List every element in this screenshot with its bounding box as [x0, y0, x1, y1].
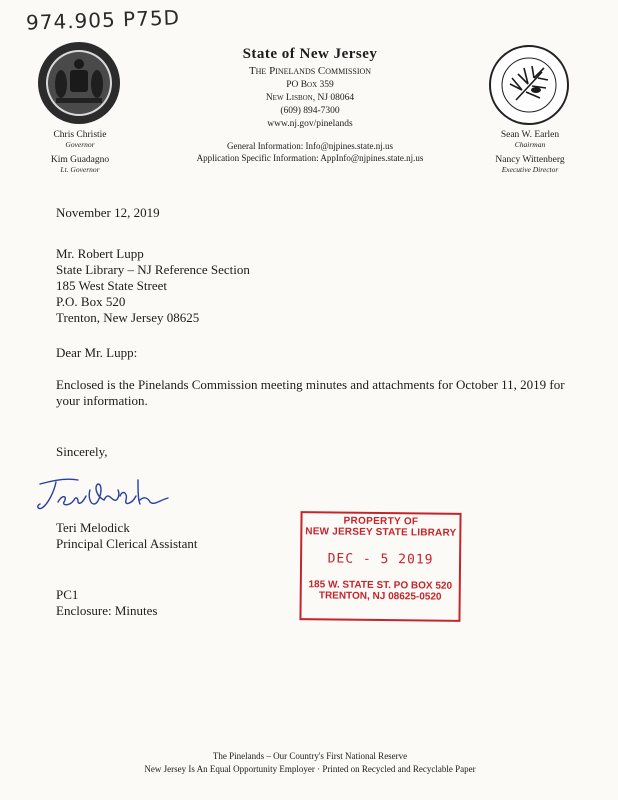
letter-footer — [100, 750, 520, 776]
governor-name: Chris Christie — [53, 130, 107, 140]
stamp-line1: PROPERTY OF — [343, 515, 419, 528]
phone: (609) 894-7300 — [280, 106, 340, 116]
stamp-address1: 185 W. STATE ST. PO BOX 520 — [308, 579, 453, 592]
stamp-address2: TRENTON, NJ 08625-0520 — [318, 590, 442, 603]
lt-governor-title: Lt. Governor — [60, 165, 100, 174]
footer-line1: The Pinelands – Our Country's First National Reserve — [212, 751, 408, 761]
enclosure-line: Enclosure: Minutes — [56, 603, 158, 618]
website-link[interactable]: www.nj.gov/pinelands — [267, 119, 353, 129]
recipient-address — [56, 246, 250, 326]
stamp-line2: NEW JERSEY STATE LIBRARY — [305, 526, 457, 539]
right-officials — [480, 130, 580, 174]
pinelands-seal-text — [488, 44, 570, 126]
salutation: Dear Mr. Lupp: — [56, 345, 138, 360]
state-name: State of New Jersey — [242, 46, 378, 62]
signature-text — [34, 470, 174, 520]
recipient-line: Mr. Robert Lupp — [56, 246, 144, 261]
recipient-line: State Library – NJ Reference Section — [56, 262, 250, 277]
po-box: PO Box 359 — [286, 80, 334, 90]
letter-body: Enclosed is the Pinelands Commission meeting minutes and attachments for October 11, 2019 for your information. — [56, 377, 565, 408]
signer-title: Principal Clerical Assistant — [56, 536, 198, 551]
left-officials — [30, 130, 130, 174]
footer-line2: New Jersey Is An Equal Opportunity Employer · Printed on Recycled and Recyclable Paper — [144, 764, 476, 774]
reference-initials: PC1 — [56, 587, 79, 602]
recipient-line: P.O. Box 520 — [56, 294, 126, 309]
general-info: General Information: Info@njpines.state.nj.us — [227, 141, 393, 151]
letter-date: November 12, 2019 — [56, 205, 160, 220]
recipient-line: Trenton, New Jersey 08625 — [56, 310, 200, 325]
signer-block — [56, 520, 198, 552]
signer-name: Teri Melodick — [56, 520, 130, 535]
handwritten-call-number: 974.905 P75D — [25, 5, 181, 35]
governor-title: Governor — [65, 140, 95, 149]
letterhead-center — [200, 46, 420, 129]
executive-director-title: Executive Director — [501, 165, 559, 174]
contact-info — [170, 140, 450, 164]
application-info: Application Specific Information: AppInfo@njpines.state.nj.us — [196, 153, 424, 163]
lt-governor-name: Kim Guadagno — [50, 155, 110, 165]
nj-state-seal-icon — [36, 40, 122, 126]
recipient-line: 185 West State Street — [56, 278, 168, 293]
executive-director-name: Nancy Wittenberg — [495, 155, 565, 165]
closing: Sincerely, — [56, 444, 108, 459]
stamp-date: DEC - 5 2019 — [327, 551, 434, 568]
chairman-name: Sean W. Earlen — [500, 130, 560, 140]
commission-name: The Pinelands Commission — [248, 65, 372, 77]
library-received-stamp — [299, 511, 461, 622]
chairman-title: Chairman — [514, 140, 546, 149]
city-line: New Lisbon, NJ 08064 — [265, 93, 355, 103]
reference-block — [56, 587, 157, 619]
